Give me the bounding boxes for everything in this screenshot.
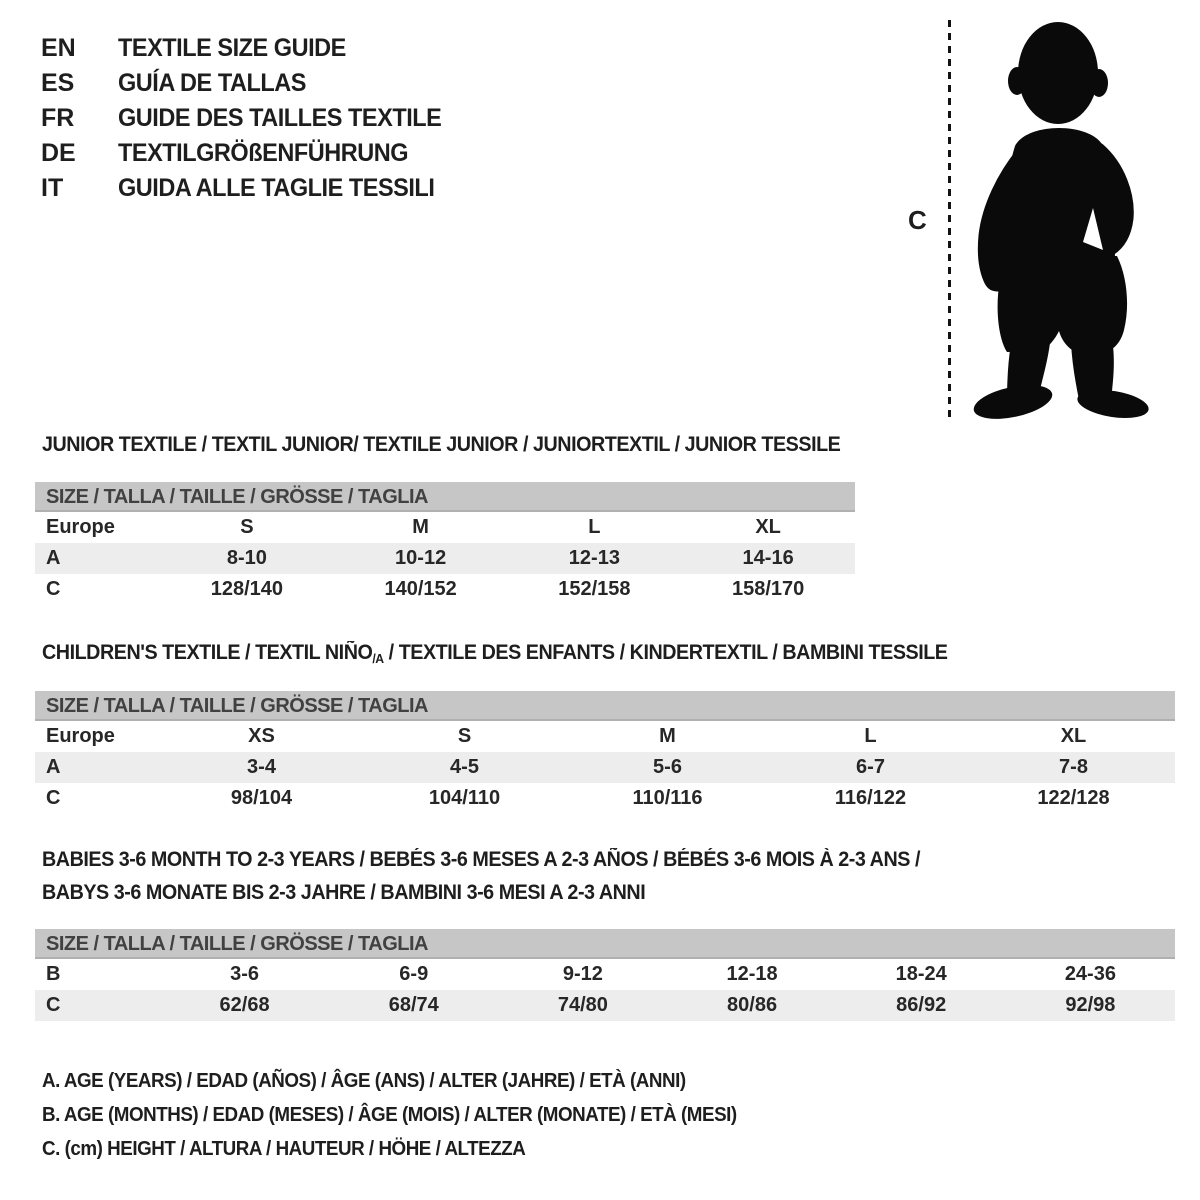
baby-silhouette-icon <box>955 18 1155 420</box>
table-cell: 80/86 <box>727 994 778 1016</box>
table-cell: 14-16 <box>742 547 794 569</box>
children-title-sub: /A <box>372 651 384 666</box>
table-row-europe <box>35 721 1175 752</box>
row-label: C <box>46 787 61 809</box>
table-cell: 4-5 <box>450 756 479 778</box>
row-label: B <box>46 963 61 985</box>
legend-age-years: A. AGE (YEARS) / EDAD (AÑOS) / ÂGE (ANS) / ALTER (JAHRE) / ETÀ (ANNI) <box>42 1070 686 1092</box>
table-cell: S <box>240 516 254 538</box>
table-cell: 152/158 <box>558 578 631 600</box>
babies-size-table <box>35 929 1175 1021</box>
language-row-de <box>41 136 462 171</box>
table-cell: 104/110 <box>428 787 501 809</box>
table-header-size: SIZE / TALLA / TAILLE / GRÖSSE / TAGLIA <box>35 691 1175 721</box>
table-cell: XL <box>755 516 781 538</box>
table-row-europe <box>35 512 855 543</box>
table-cell: 116/122 <box>834 787 907 809</box>
language-row-fr <box>41 101 462 136</box>
table-cell: 6-7 <box>856 756 885 778</box>
table-cell: M <box>412 516 429 538</box>
height-measure-label: C <box>908 205 927 235</box>
junior-size-table <box>35 482 855 605</box>
table-cell: XS <box>248 725 275 747</box>
row-label: C <box>46 994 61 1016</box>
row-label: Europe <box>46 516 115 538</box>
children-title-pre: CHILDREN'S TEXTILE / TEXTIL NIÑO <box>42 641 373 664</box>
table-row-age-months <box>35 959 1175 990</box>
language-row-en <box>41 31 462 66</box>
guide-title-it: GUIDA ALLE TAGLIE TESSILI <box>118 174 435 202</box>
table-cell: 122/128 <box>1037 787 1110 809</box>
table-row-age <box>35 752 1175 783</box>
section-title-babies <box>42 843 976 909</box>
table-cell: 12-13 <box>568 547 620 569</box>
measurement-legend <box>42 1064 781 1166</box>
table-cell: 9-12 <box>562 963 603 985</box>
table-cell: 5-6 <box>653 756 682 778</box>
language-row-es <box>41 66 462 101</box>
table-cell: XL <box>1060 725 1087 747</box>
table-cell: L <box>588 516 601 538</box>
legend-height-cm: C. (cm) HEIGHT / ALTURA / HAUTEUR / HÖHE / ALTEZZA <box>42 1138 526 1160</box>
table-cell: 18-24 <box>895 963 947 985</box>
table-cell: 7-8 <box>1059 756 1088 778</box>
table-cell: 128/140 <box>210 578 284 600</box>
table-cell: L <box>864 725 877 747</box>
language-row-it <box>41 171 462 206</box>
table-row-height <box>35 574 855 605</box>
table-header-size: SIZE / TALLA / TAILLE / GRÖSSE / TAGLIA <box>35 482 855 512</box>
table-cell: 8-10 <box>226 547 267 569</box>
guide-title-fr: GUIDE DES TAILLES TEXTILE <box>118 104 442 132</box>
language-code: DE <box>41 139 76 167</box>
table-cell: 140/152 <box>384 578 457 600</box>
table-cell: 24-36 <box>1064 963 1116 985</box>
row-label: Europe <box>46 725 115 747</box>
language-code: IT <box>41 174 64 202</box>
table-row-height <box>35 783 1175 814</box>
table-cell: 12-18 <box>726 963 778 985</box>
table-cell: 3-6 <box>230 963 260 985</box>
table-cell: 158/170 <box>731 578 805 600</box>
row-label: A <box>46 547 61 569</box>
table-cell: 74/80 <box>557 994 608 1016</box>
height-measure-dashed-line <box>948 20 951 418</box>
guide-title-es: GUÍA DE TALLAS <box>118 69 306 97</box>
section-title-children <box>42 641 1005 666</box>
language-code: EN <box>41 34 76 62</box>
babies-title-line1: BABIES 3-6 MONTH TO 2-3 YEARS / BEBÉS 3-6 MESES A 2-3 AÑOS / BÉBÉS 3-6 MOIS À 2-3 ANS / <box>42 848 920 871</box>
table-cell: 110/116 <box>632 787 703 809</box>
table-header-size: SIZE / TALLA / TAILLE / GRÖSSE / TAGLIA <box>35 929 1175 959</box>
table-cell: 98/104 <box>230 787 293 809</box>
table-cell: 3-4 <box>247 756 276 778</box>
table-cell: 6-9 <box>399 963 429 985</box>
table-row-age <box>35 543 855 574</box>
table-cell: 92/98 <box>1065 994 1116 1016</box>
guide-title-en: TEXTILE SIZE GUIDE <box>118 34 346 62</box>
language-code: ES <box>41 69 75 97</box>
table-cell: 10-12 <box>395 547 447 569</box>
table-row-height <box>35 990 1175 1021</box>
table-cell: 68/74 <box>388 994 439 1016</box>
guide-title-de: TEXTILGRÖßENFÜHRUNG <box>118 139 409 167</box>
table-cell: S <box>457 725 472 747</box>
table-cell: M <box>659 725 676 747</box>
table-cell: 62/68 <box>219 994 270 1016</box>
legend-age-months: B. AGE (MONTHS) / EDAD (MESES) / ÂGE (MOIS) / ALTER (MONATE) / ETÀ (MESI) <box>42 1104 737 1126</box>
language-title-list <box>41 31 462 206</box>
row-label: C <box>46 578 61 600</box>
language-code: FR <box>41 104 75 132</box>
children-size-table <box>35 691 1175 814</box>
children-title-post: / TEXTILE DES ENFANTS / KINDERTEXTIL / BAMBINI TESSILE <box>383 641 948 664</box>
row-label: A <box>46 756 61 778</box>
table-cell: 86/92 <box>896 994 947 1016</box>
babies-title-line2: BABYS 3-6 MONATE BIS 2-3 JAHRE / BAMBINI 3-6 MESI A 2-3 ANNI <box>42 881 646 904</box>
section-title-junior: JUNIOR TEXTILE / TEXTIL JUNIOR/ TEXTILE JUNIOR / JUNIORTEXTIL / JUNIOR TESSILE <box>42 433 841 456</box>
